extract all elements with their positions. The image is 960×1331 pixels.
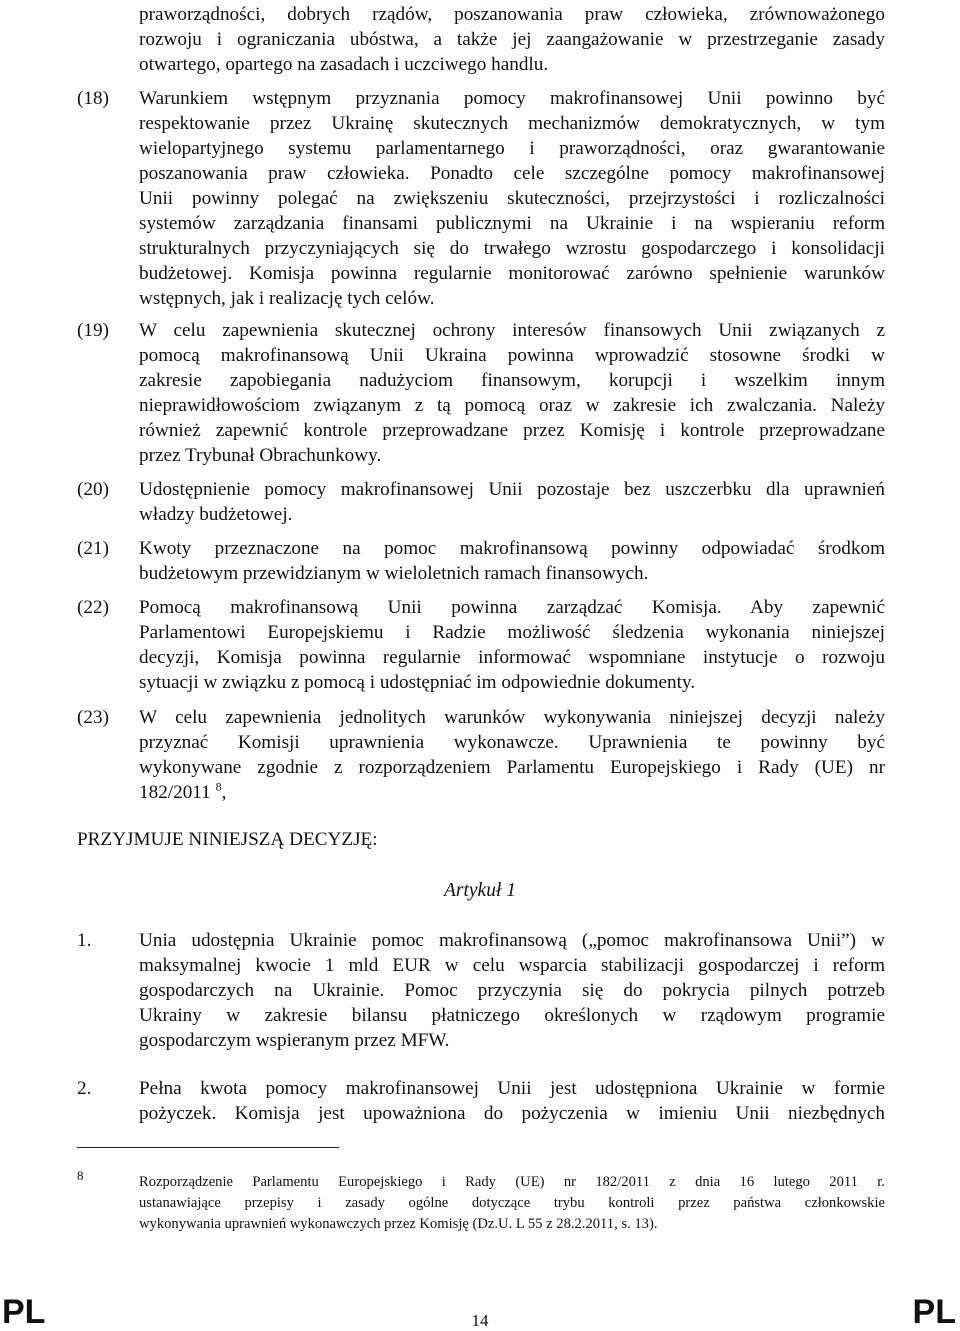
text-line: Kwoty przeznaczone na pomoc makrofinansową powinny odpowiadać środkom — [139, 538, 885, 559]
text-line: Pełna kwota pomocy makrofinansowej Unii jest udostępniona Ukrainie w formie — [139, 1078, 885, 1099]
text-line: zakresie zapobiegania nadużyciom finansowym, korupcji i wszelkim innym — [139, 370, 885, 391]
trailing-comma: , — [221, 782, 227, 803]
text-line: otwartego, opartego na zasadach i uczciwego handlu. — [139, 54, 549, 75]
text-line: maksymalnej kwocie 1 mld EUR w celu wsparcia stabilizacji gospodarczej i reform — [139, 955, 885, 976]
text-line: Ukrainy w zakresie bilansu płatniczego określonych w rządowym programie — [139, 1005, 885, 1026]
text-line: rozwoju i ograniczania ubóstwa, a także jej zaangażowanie w przestrzeganie zasady — [139, 29, 885, 50]
text-line: nieprawidłowościom związanym z tą pomocą oraz w zakresie ich zwalczania. Należy — [139, 395, 885, 416]
text-line: W celu zapewnienia jednolitych warunków wykonywania niniejszej decyzji należy — [139, 707, 885, 728]
recital-number: (23) — [77, 707, 109, 728]
text-line: Udostępnienie pomocy makrofinansowej Unii pozostaje bez uszczerbku dla uprawnień — [139, 479, 885, 500]
text-line: Unii powinny polegać na zwiększeniu skuteczności, przejrzystości i rozliczalności — [139, 188, 885, 209]
regulation-ref: 182/2011 — [139, 782, 211, 803]
footnote-ref[interactable]: 8 — [215, 779, 222, 794]
text-line: wielopartyjnego systemu parlamentarnego i praworządności, oraz gwarantowanie — [139, 138, 885, 159]
footer-language-right: PL — [912, 1293, 956, 1331]
footnote-line: wykonywania uprawnień wykonawczych przez Komisję (Dz.U. L 55 z 28.2.2011, s. 13). — [139, 1216, 658, 1232]
text-line: pomocą makrofinansową Unii Ukraina powinna wprowadzić stosowne środki w — [139, 345, 885, 366]
text-line: sytuacji w związku z pomocą i udostępniać im odpowiednie dokumenty. — [139, 672, 696, 693]
text-line: budżetowej. Komisja powinna regularnie monitorować zarówno spełnienie warunków — [139, 263, 885, 284]
text-line: systemów zarządzania finansami publicznymi na Ukrainie i na wspieraniu reform — [139, 213, 885, 234]
point-number: 2. — [77, 1078, 92, 1099]
article-heading: Artykuł 1 — [443, 880, 517, 901]
text-line: przez Trybunał Obrachunkowy. — [139, 445, 382, 466]
recital-number: (18) — [77, 88, 109, 109]
page-number: 14 — [471, 1311, 489, 1330]
text-line: respektowanie przez Ukrainę skutecznych mechanizmów demokratycznych, w tym — [139, 113, 885, 134]
text-line: gospodarczym wspieranym przez MFW. — [139, 1030, 450, 1051]
text-line: przyznać Komisji uprawnienia wykonawcze. Uprawnienia te powinny być — [139, 732, 885, 753]
text-line: Pomocą makrofinansową Unii powinna zarządzać Komisja. Aby zapewnić — [139, 597, 885, 618]
footnote-separator — [77, 1147, 339, 1148]
text-line: praworządności, dobrych rządów, poszanowania praw człowieka, zrównoważonego — [139, 4, 885, 25]
text-line: pożyczek. Komisja jest upoważniona do pożyczenia w imieniu Unii niezbędnych — [139, 1103, 885, 1124]
recital-number: (19) — [77, 320, 109, 341]
text-line: wykonywane zgodnie z rozporządzeniem Parlamentu Europejskiego i Rady (UE) nr — [139, 757, 885, 778]
footnote-line: ustanawiające przepisy i zasady ogólne dotyczące trybu kontroli przez państwa członkowskie — [139, 1195, 885, 1211]
footnote-number: 8 — [77, 1168, 84, 1183]
text-line: W celu zapewnienia skutecznej ochrony interesów finansowych Unii związanych z — [139, 320, 885, 341]
text-line — [139, 780, 885, 805]
text-line: Unia udostępnia Ukrainie pomoc makrofinansową („pomoc makrofinansowa Unii”) w — [139, 930, 885, 951]
text-line: Parlamentowi Europejskiemu i Radzie możliwość śledzenia wykonania niniejszej — [139, 622, 885, 643]
text-line: gospodarczych na Ukrainie. Pomoc przyczynia się do pokrycia pilnych potrzeb — [139, 980, 885, 1001]
point-number: 1. — [77, 930, 92, 951]
text-line: poszanowania praw człowieka. Ponadto cele szczególne pomocy makrofinansowej — [139, 163, 885, 184]
footnote-text — [139, 1172, 885, 1235]
recital-number: (20) — [77, 479, 109, 500]
text-line: decyzji, Komisja powinna regularnie informować wspomniane instytucje o rozwoju — [139, 647, 885, 668]
footnote-line: Rozporządzenie Parlamentu Europejskiego i Rady (UE) nr 182/2011 z dnia 16 lutego 2011 r. — [139, 1174, 885, 1190]
recital-number: (22) — [77, 597, 109, 618]
text-line: budżetowym przewidzianym w wieloletnich ramach finansowych. — [139, 563, 649, 584]
text-line: wstępnych, jak i realizację tych celów. — [139, 288, 435, 309]
text-line: Warunkiem wstępnym przyznania pomocy makrofinansowej Unii powinno być — [139, 88, 885, 109]
text-line: władzy budżetowej. — [139, 504, 293, 525]
decision-heading: PRZYJMUJE NINIEJSZĄ DECYZJĘ: — [77, 829, 378, 850]
text-line: strukturalnych przyczyniających się do trwałego wzrostu gospodarczego i konsolidacji — [139, 238, 885, 259]
recital-number: (21) — [77, 538, 109, 559]
text-line: również zapewnić kontrole przeprowadzane przez Komisję i kontrole przeprowadzane — [139, 420, 885, 441]
footer-language-left: PL — [2, 1293, 46, 1331]
